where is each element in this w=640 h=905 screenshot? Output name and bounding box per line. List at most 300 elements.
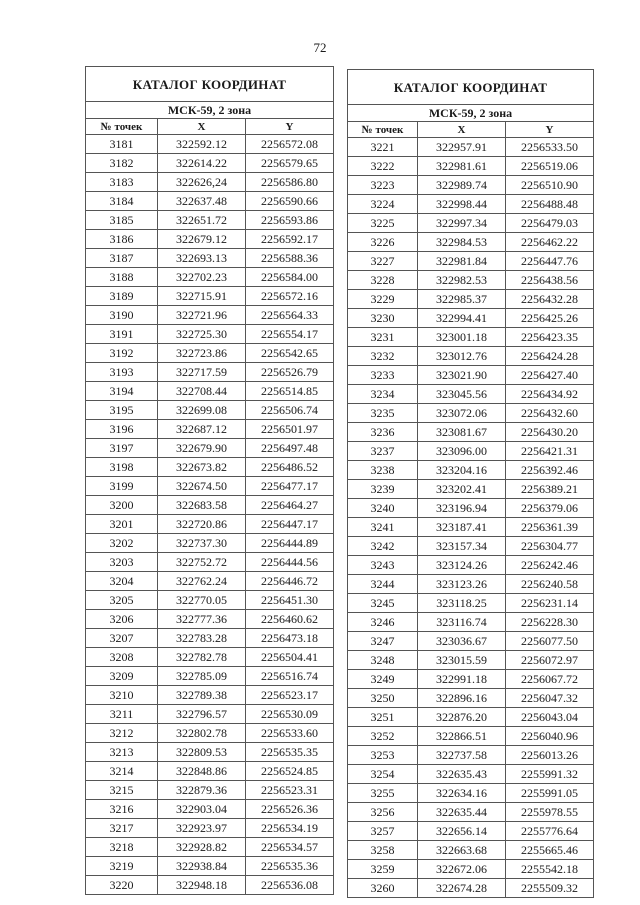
point-number-cell: 3250 [348,689,418,708]
point-number-cell: 3211 [86,705,158,724]
point-number-cell: 3184 [86,192,158,211]
table-row [86,268,334,287]
point-number-cell: 3234 [348,385,418,404]
y-coordinate-cell: 2256514.85 [246,382,334,401]
point-number-cell: 3221 [348,138,418,157]
table-row [348,879,594,898]
table-row [348,556,594,575]
table-row [348,252,594,271]
x-coordinate-cell: 322809.53 [158,743,246,762]
table-row [86,477,334,496]
y-coordinate-cell: 2256488.48 [506,195,594,214]
catalog-title: КАТАЛОГ КООРДИНАТ [348,70,594,105]
table-row [86,686,334,705]
column-header-y: Y [506,122,594,138]
x-coordinate-cell: 322674.50 [158,477,246,496]
point-number-cell: 3198 [86,458,158,477]
table-row [86,496,334,515]
y-coordinate-cell: 2256530.09 [246,705,334,724]
point-number-cell: 3183 [86,173,158,192]
table-row [86,876,334,895]
point-number-cell: 3220 [86,876,158,895]
table-row [348,537,594,556]
y-coordinate-cell: 2256584.00 [246,268,334,287]
table-row [86,325,334,344]
x-coordinate-cell: 323081.67 [418,423,506,442]
x-coordinate-cell: 323012.76 [418,347,506,366]
x-coordinate-cell: 322737.58 [418,746,506,765]
table-row [348,708,594,727]
x-coordinate-cell: 323118.25 [418,594,506,613]
point-number-cell: 3200 [86,496,158,515]
y-coordinate-cell: 2256506.74 [246,401,334,420]
point-number-cell: 3241 [348,518,418,537]
table-row [348,328,594,347]
point-number-cell: 3231 [348,328,418,347]
point-number-cell: 3193 [86,363,158,382]
x-coordinate-cell: 323015.59 [418,651,506,670]
x-coordinate-cell: 322635.43 [418,765,506,784]
x-coordinate-cell: 322656.14 [418,822,506,841]
x-coordinate-cell: 323202.41 [418,480,506,499]
table-row [348,195,594,214]
point-number-cell: 3230 [348,309,418,328]
y-coordinate-cell: 2256519.06 [506,157,594,176]
point-number-cell: 3235 [348,404,418,423]
column-header-x: X [418,122,506,138]
y-coordinate-cell: 2256425.26 [506,309,594,328]
point-number-cell: 3218 [86,838,158,857]
table-row [86,192,334,211]
table-row [348,860,594,879]
table-row [348,214,594,233]
table-row [86,819,334,838]
y-coordinate-cell: 2256067.72 [506,670,594,689]
table-row [86,230,334,249]
y-coordinate-cell: 2256504.41 [246,648,334,667]
y-coordinate-cell: 2256516.74 [246,667,334,686]
x-coordinate-cell: 322721.96 [158,306,246,325]
y-coordinate-cell: 2256533.50 [506,138,594,157]
point-number-cell: 3189 [86,287,158,306]
point-number-cell: 3219 [86,857,158,876]
y-coordinate-cell: 2256542.65 [246,344,334,363]
point-number-cell: 3197 [86,439,158,458]
table-row [348,423,594,442]
y-coordinate-cell: 2256423.35 [506,328,594,347]
coordinate-system-label: МСК-59, 2 зона [86,102,334,119]
y-coordinate-cell: 2256460.62 [246,610,334,629]
x-coordinate-cell: 322957.91 [418,138,506,157]
y-coordinate-cell: 2256434.92 [506,385,594,404]
y-coordinate-cell: 2256534.57 [246,838,334,857]
table-row [86,439,334,458]
y-coordinate-cell: 2256231.14 [506,594,594,613]
table-row [86,724,334,743]
table-row [86,705,334,724]
y-coordinate-cell: 2256077.50 [506,632,594,651]
y-coordinate-cell: 2256444.56 [246,553,334,572]
point-number-cell: 3190 [86,306,158,325]
y-coordinate-cell: 2256451.30 [246,591,334,610]
x-coordinate-cell: 322708.44 [158,382,246,401]
x-coordinate-cell: 322802.78 [158,724,246,743]
table-row [348,803,594,822]
point-number-cell: 3253 [348,746,418,765]
table-row [86,382,334,401]
table-row [86,306,334,325]
x-coordinate-cell: 322997.34 [418,214,506,233]
y-coordinate-cell: 2256389.21 [506,480,594,499]
y-coordinate-cell: 2255509.32 [506,879,594,898]
y-coordinate-cell: 2256524.85 [246,762,334,781]
y-coordinate-cell: 2256392.46 [506,461,594,480]
y-coordinate-cell: 2256444.89 [246,534,334,553]
point-number-cell: 3201 [86,515,158,534]
x-coordinate-cell: 323157.34 [418,537,506,556]
y-coordinate-cell: 2256047.32 [506,689,594,708]
point-number-cell: 3245 [348,594,418,613]
y-coordinate-cell: 2256486.52 [246,458,334,477]
table-row [348,271,594,290]
y-coordinate-cell: 2255991.05 [506,784,594,803]
point-number-cell: 3222 [348,157,418,176]
y-coordinate-cell: 2256043.04 [506,708,594,727]
table-row [348,366,594,385]
table-row [348,499,594,518]
x-coordinate-cell: 322796.57 [158,705,246,724]
point-number-cell: 3239 [348,480,418,499]
table-row [86,553,334,572]
point-number-cell: 3247 [348,632,418,651]
x-coordinate-cell: 323196.94 [418,499,506,518]
table-row [86,401,334,420]
point-number-cell: 3232 [348,347,418,366]
point-number-cell: 3256 [348,803,418,822]
x-coordinate-cell: 323204.16 [418,461,506,480]
x-coordinate-cell: 322693.13 [158,249,246,268]
y-coordinate-cell: 2256554.17 [246,325,334,344]
point-number-cell: 3240 [348,499,418,518]
x-coordinate-cell: 323036.67 [418,632,506,651]
table-row [86,287,334,306]
x-coordinate-cell: 323124.26 [418,556,506,575]
point-number-cell: 3254 [348,765,418,784]
y-coordinate-cell: 2256523.31 [246,781,334,800]
x-coordinate-cell: 322592.12 [158,135,246,154]
x-coordinate-cell: 322720.86 [158,515,246,534]
coordinate-system-label: МСК-59, 2 зона [348,105,594,122]
point-number-cell: 3188 [86,268,158,287]
point-number-cell: 3181 [86,135,158,154]
x-coordinate-cell: 322783.28 [158,629,246,648]
point-number-cell: 3260 [348,879,418,898]
table-row [86,363,334,382]
point-number-cell: 3203 [86,553,158,572]
table-row [348,176,594,195]
y-coordinate-cell: 2256072.97 [506,651,594,670]
x-coordinate-cell: 322637.48 [158,192,246,211]
table-row [348,670,594,689]
column-header-x: X [158,119,246,135]
x-coordinate-cell: 322717.59 [158,363,246,382]
point-number-cell: 3199 [86,477,158,496]
x-coordinate-cell: 322777.36 [158,610,246,629]
table-row [348,461,594,480]
table-row [348,233,594,252]
x-coordinate-cell: 322789.38 [158,686,246,705]
table-row [348,689,594,708]
x-coordinate-cell: 322982.53 [418,271,506,290]
x-coordinate-cell: 322985.37 [418,290,506,309]
point-number-cell: 3187 [86,249,158,268]
table-row [86,458,334,477]
y-coordinate-cell: 2256588.36 [246,249,334,268]
point-number-cell: 3233 [348,366,418,385]
y-coordinate-cell: 2256379.06 [506,499,594,518]
x-coordinate-cell: 322896.16 [418,689,506,708]
y-coordinate-cell: 2256510.90 [506,176,594,195]
x-coordinate-cell: 322715.91 [158,287,246,306]
table-row [348,347,594,366]
x-coordinate-cell: 322679.12 [158,230,246,249]
x-coordinate-cell: 322991.18 [418,670,506,689]
table-row [86,135,334,154]
point-number-cell: 3214 [86,762,158,781]
x-coordinate-cell: 322782.78 [158,648,246,667]
x-coordinate-cell: 322723.86 [158,344,246,363]
y-coordinate-cell: 2256534.19 [246,819,334,838]
table-row [86,211,334,230]
table-row [86,344,334,363]
point-number-cell: 3204 [86,572,158,591]
y-coordinate-cell: 2256590.66 [246,192,334,211]
y-coordinate-cell: 2256361.39 [506,518,594,537]
x-coordinate-cell: 322984.53 [418,233,506,252]
y-coordinate-cell: 2256464.27 [246,496,334,515]
x-coordinate-cell: 322737.30 [158,534,246,553]
point-number-cell: 3227 [348,252,418,271]
y-coordinate-cell: 2255978.55 [506,803,594,822]
point-number-cell: 3202 [86,534,158,553]
point-number-cell: 3217 [86,819,158,838]
point-number-cell: 3226 [348,233,418,252]
point-number-cell: 3196 [86,420,158,439]
point-number-cell: 3210 [86,686,158,705]
x-coordinate-cell: 322923.97 [158,819,246,838]
table-row [86,249,334,268]
point-number-cell: 3209 [86,667,158,686]
x-coordinate-cell: 323021.90 [418,366,506,385]
point-number-cell: 3229 [348,290,418,309]
column-header-point-number: № точек [348,122,418,138]
table-row [86,762,334,781]
table-row [86,838,334,857]
y-coordinate-cell: 2256535.36 [246,857,334,876]
point-number-cell: 3216 [86,800,158,819]
table-row [348,651,594,670]
catalog-title: КАТАЛОГ КООРДИНАТ [86,67,334,102]
point-number-cell: 3206 [86,610,158,629]
x-coordinate-cell: 323123.26 [418,575,506,594]
y-coordinate-cell: 2256432.60 [506,404,594,423]
page-number: 72 [313,40,327,55]
y-coordinate-cell: 2256536.08 [246,876,334,895]
x-coordinate-cell: 322879.36 [158,781,246,800]
table-row [348,290,594,309]
table-row [348,442,594,461]
y-coordinate-cell: 2255991.32 [506,765,594,784]
table-row [348,480,594,499]
point-number-cell: 3207 [86,629,158,648]
point-number-cell: 3255 [348,784,418,803]
y-coordinate-cell: 2256526.79 [246,363,334,382]
y-coordinate-cell: 2256228.30 [506,613,594,632]
y-coordinate-cell: 2256479.03 [506,214,594,233]
point-number-cell: 3224 [348,195,418,214]
y-coordinate-cell: 2256593.86 [246,211,334,230]
x-coordinate-cell: 322785.09 [158,667,246,686]
x-coordinate-cell: 322998.44 [418,195,506,214]
table-row [348,518,594,537]
y-coordinate-cell: 2255776.64 [506,822,594,841]
x-coordinate-cell: 322994.41 [418,309,506,328]
column-header-y: Y [246,119,334,135]
point-number-cell: 3244 [348,575,418,594]
point-number-cell: 3236 [348,423,418,442]
point-number-cell: 3252 [348,727,418,746]
point-number-cell: 3194 [86,382,158,401]
y-coordinate-cell: 2256304.77 [506,537,594,556]
x-coordinate-cell: 322674.28 [418,879,506,898]
point-number-cell: 3213 [86,743,158,762]
y-coordinate-cell: 2256477.17 [246,477,334,496]
point-number-cell: 3191 [86,325,158,344]
x-coordinate-cell: 322762.24 [158,572,246,591]
table-row [86,420,334,439]
point-number-cell: 3246 [348,613,418,632]
x-coordinate-cell: 322673.82 [158,458,246,477]
point-number-cell: 3248 [348,651,418,670]
column-header-point-number: № точек [86,119,158,135]
y-coordinate-cell: 2256013.26 [506,746,594,765]
table-row [86,781,334,800]
y-coordinate-cell: 2256579.65 [246,154,334,173]
coordinate-catalog-left [85,66,334,895]
y-coordinate-cell: 2256421.31 [506,442,594,461]
table-row [86,154,334,173]
y-coordinate-cell: 2256462.22 [506,233,594,252]
x-coordinate-cell: 322683.58 [158,496,246,515]
x-coordinate-cell: 322876.20 [418,708,506,727]
x-coordinate-cell: 323072.06 [418,404,506,423]
y-coordinate-cell: 2256497.48 [246,439,334,458]
x-coordinate-cell: 322981.84 [418,252,506,271]
table-row [348,575,594,594]
table-row [86,629,334,648]
point-number-cell: 3195 [86,401,158,420]
point-number-cell: 3243 [348,556,418,575]
x-coordinate-cell: 322903.04 [158,800,246,819]
table-row [86,667,334,686]
x-coordinate-cell: 322948.18 [158,876,246,895]
x-coordinate-cell: 322672.06 [418,860,506,879]
x-coordinate-cell: 322626,24 [158,173,246,192]
x-coordinate-cell: 323001.18 [418,328,506,347]
x-coordinate-cell: 322663.68 [418,841,506,860]
x-coordinate-cell: 322928.82 [158,838,246,857]
x-coordinate-cell: 322770.05 [158,591,246,610]
y-coordinate-cell: 2256501.97 [246,420,334,439]
table-row [348,404,594,423]
point-number-cell: 3192 [86,344,158,363]
point-number-cell: 3258 [348,841,418,860]
y-coordinate-cell: 2256526.36 [246,800,334,819]
point-number-cell: 3186 [86,230,158,249]
y-coordinate-cell: 2256533.60 [246,724,334,743]
y-coordinate-cell: 2256438.56 [506,271,594,290]
point-number-cell: 3223 [348,176,418,195]
table-row [348,746,594,765]
x-coordinate-cell: 322702.23 [158,268,246,287]
table-row [86,534,334,553]
y-coordinate-cell: 2256473.18 [246,629,334,648]
table-row [86,648,334,667]
point-number-cell: 3212 [86,724,158,743]
y-coordinate-cell: 2256040.96 [506,727,594,746]
y-coordinate-cell: 2256432.28 [506,290,594,309]
x-coordinate-cell: 322981.61 [418,157,506,176]
table-row [348,841,594,860]
point-number-cell: 3238 [348,461,418,480]
table-row [348,822,594,841]
point-number-cell: 3185 [86,211,158,230]
y-coordinate-cell: 2256430.20 [506,423,594,442]
table-row [86,173,334,192]
x-coordinate-cell: 322938.84 [158,857,246,876]
y-coordinate-cell: 2256242.46 [506,556,594,575]
y-coordinate-cell: 2256424.28 [506,347,594,366]
point-number-cell: 3228 [348,271,418,290]
y-coordinate-cell: 2256586.80 [246,173,334,192]
point-number-cell: 3237 [348,442,418,461]
y-coordinate-cell: 2256447.76 [506,252,594,271]
y-coordinate-cell: 2256592.17 [246,230,334,249]
point-number-cell: 3215 [86,781,158,800]
y-coordinate-cell: 2256523.17 [246,686,334,705]
y-coordinate-cell: 2256446.72 [246,572,334,591]
point-number-cell: 3257 [348,822,418,841]
point-number-cell: 3249 [348,670,418,689]
table-row [348,727,594,746]
x-coordinate-cell: 323187.41 [418,518,506,537]
table-row [86,800,334,819]
table-row [348,594,594,613]
y-coordinate-cell: 2255542.18 [506,860,594,879]
table-row [86,857,334,876]
y-coordinate-cell: 2256447.17 [246,515,334,534]
table-row [348,784,594,803]
x-coordinate-cell: 322848.86 [158,762,246,781]
table-row [348,613,594,632]
x-coordinate-cell: 322699.08 [158,401,246,420]
x-coordinate-cell: 322725.30 [158,325,246,344]
table-row [348,138,594,157]
y-coordinate-cell: 2255665.46 [506,841,594,860]
y-coordinate-cell: 2256564.33 [246,306,334,325]
x-coordinate-cell: 323045.56 [418,385,506,404]
table-row [86,572,334,591]
